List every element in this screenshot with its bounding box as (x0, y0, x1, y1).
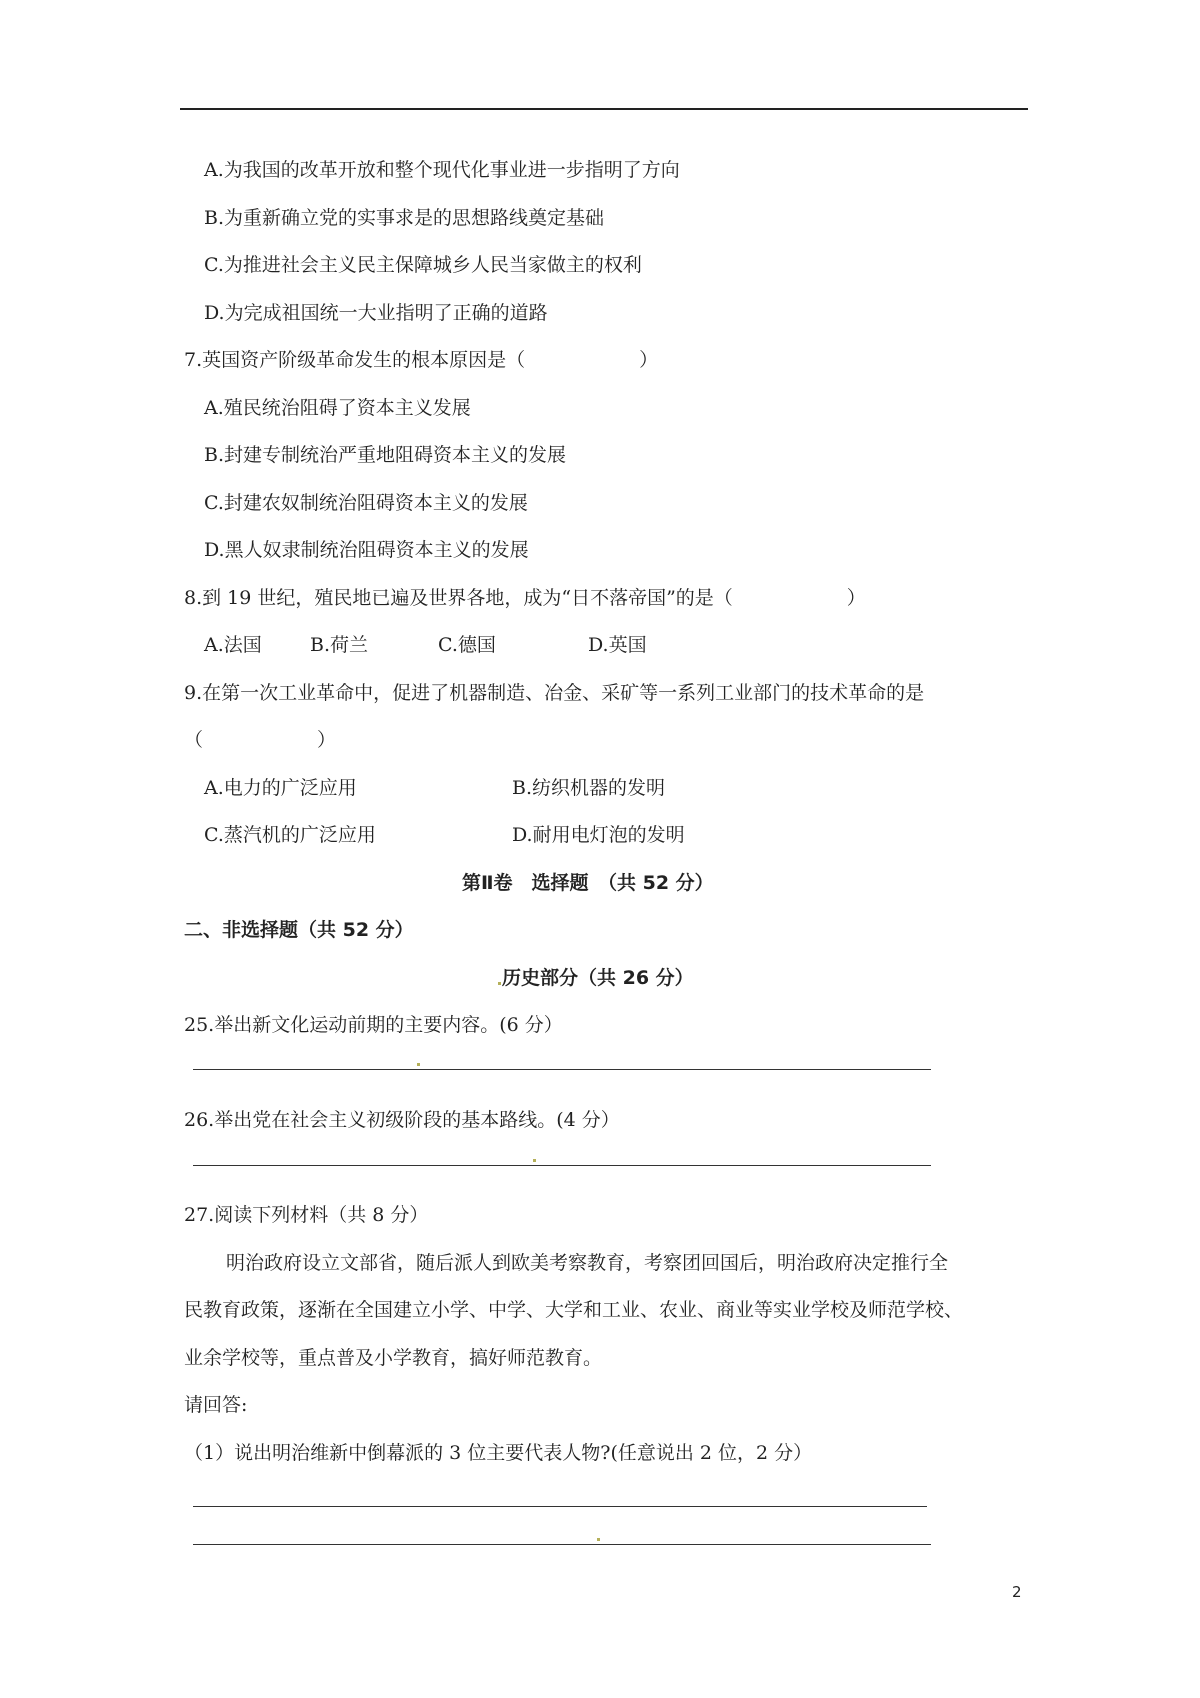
q6-option-a: A.为我国的改革开放和整个现代化事业进一步指明了方向 (204, 159, 680, 181)
q9-option-c: C.蒸汽机的广泛应用 (204, 824, 376, 846)
part2-heading: 二、非选择题（共 52 分） (184, 919, 414, 941)
q9-option-a: A.电力的广泛应用 (204, 777, 357, 799)
q27-material-line-2: 民教育政策，逐渐在全国建立小学、中学、大学和工业、农业、商业等实业学校及师范学校、 (184, 1299, 964, 1321)
q27-title: 27.阅读下列材料（共 8 分） (184, 1204, 429, 1226)
q27-prompt: 请回答: (184, 1394, 248, 1416)
q9-option-d: D.耐用电灯泡的发明 (512, 824, 685, 846)
q27-sub1-answer-line-2[interactable] (193, 1544, 931, 1545)
q7-option-c: C.封建农奴制统治阻碍资本主义的发展 (204, 492, 528, 514)
header-rule (180, 108, 1028, 110)
page-number: 2 (1012, 1583, 1022, 1601)
stray-dot (417, 1063, 420, 1066)
q26-answer-line[interactable] (193, 1165, 931, 1166)
q26-stem: 26.举出党在社会主义初级阶段的基本路线。(4 分） (184, 1109, 620, 1131)
stray-dot (498, 982, 501, 985)
q7-option-a: A.殖民统治阻碍了资本主义发展 (204, 397, 471, 419)
q8-stem: 8.到 19 世纪，殖民地已遍及世界各地，成为“日不落帝国”的是（ ） (184, 587, 866, 609)
q27-material-line-1: 明治政府设立文部省，随后派人到欧美考察教育，考察团回国后，明治政府决定推行全 (226, 1252, 949, 1274)
q7-option-b: B.封建专制统治严重地阻碍资本主义的发展 (204, 444, 567, 466)
q6-option-d: D.为完成祖国统一大业指明了正确的道路 (204, 302, 548, 324)
q25-answer-line[interactable] (193, 1069, 931, 1070)
history-heading: 历史部分（共 26 分） (502, 967, 694, 989)
q6-option-b: B.为重新确立党的实事求是的思想路线奠定基础 (204, 207, 605, 229)
stray-dot (533, 1159, 536, 1162)
q9-stem: 9.在第一次工业革命中，促进了机器制造、冶金、采矿等一系列工业部门的技术革命的是 (184, 682, 925, 704)
section2-title: 第Ⅱ卷 选择题 （共 52 分） (462, 872, 714, 894)
q27-sub1-answer-line-1[interactable] (193, 1506, 927, 1507)
q25-stem: 25.举出新文化运动前期的主要内容。(6 分） (184, 1014, 563, 1036)
q8-option-b: B.荷兰 (310, 634, 369, 656)
q8-option-c: C.德国 (438, 634, 496, 656)
q7-stem: 7.英国资产阶级革命发生的根本原因是（ ） (184, 349, 659, 371)
q27-sub1: （1）说出明治维新中倒幕派的 3 位主要代表人物?(任意说出 2 位，2 分） (184, 1442, 813, 1464)
q9-stem-cont: （ ） (184, 729, 337, 751)
q8-option-d: D.英国 (588, 634, 647, 656)
q6-option-c: C.为推进社会主义民主保障城乡人民当家做主的权利 (204, 254, 642, 276)
q27-material-line-3: 业余学校等，重点普及小学教育，搞好师范教育。 (184, 1347, 603, 1369)
q8-option-a: A.法国 (204, 634, 262, 656)
stray-dot (597, 1538, 600, 1541)
q9-option-b: B.纺织机器的发明 (512, 777, 666, 799)
q7-option-d: D.黑人奴隶制统治阻碍资本主义的发展 (204, 539, 529, 561)
